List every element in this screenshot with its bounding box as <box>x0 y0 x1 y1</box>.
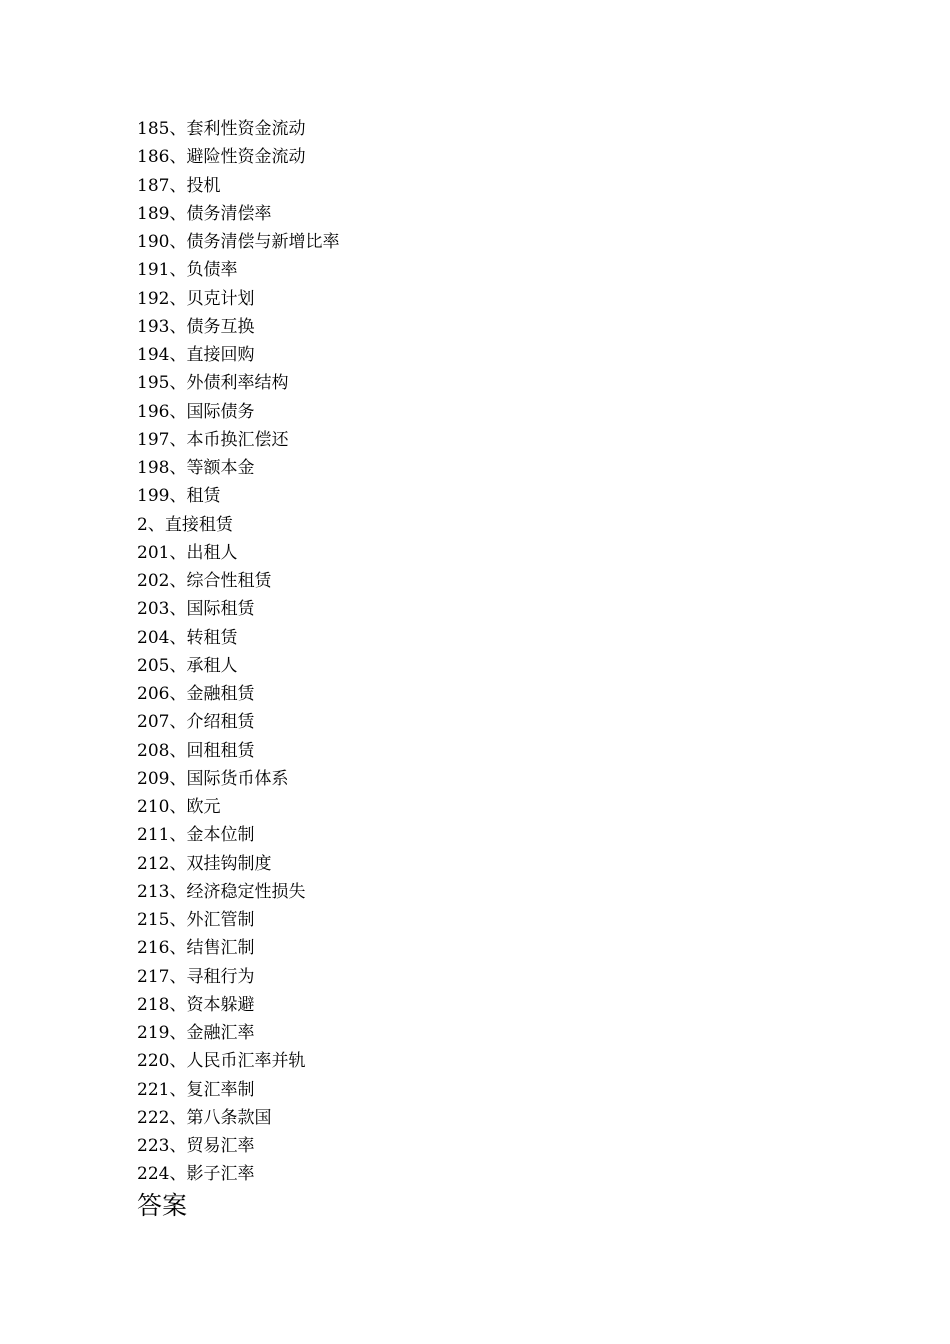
term-item: 223、贸易汇率 <box>137 1136 255 1156</box>
term-item: 189、债务清偿率 <box>137 203 272 224</box>
term-item: 201、出租人 <box>137 542 238 563</box>
term-item: 202、综合性租赁 <box>137 571 272 591</box>
term-item: 194、直接回购 <box>137 345 255 365</box>
term-item: 206、金融租赁 <box>137 684 255 704</box>
term-item: 216、结售汇制 <box>137 938 255 959</box>
term-item: 199、租赁 <box>137 486 221 507</box>
answer-heading: 答案 <box>137 1191 188 1220</box>
term-item: 208、回租租赁 <box>137 740 255 761</box>
term-item: 197、本币换汇偿还 <box>137 429 289 450</box>
term-item: 218、资本躲避 <box>137 994 255 1015</box>
term-item: 2、直接租赁 <box>137 514 233 535</box>
term-item: 196、国际债务 <box>137 401 255 422</box>
term-item: 220、人民币汇率并轨 <box>137 1051 306 1072</box>
term-item: 212、双挂钩制度 <box>137 853 272 874</box>
term-item: 198、等额本金 <box>137 458 255 478</box>
term-item: 190、债务清偿与新增比率 <box>137 232 340 252</box>
term-item: 219、金融汇率 <box>137 1023 255 1043</box>
term-list <box>137 115 339 1189</box>
term-item: 213、经济稳定性损失 <box>137 881 306 902</box>
term-item: 203、国际租赁 <box>137 599 255 620</box>
term-item: 204、转租赁 <box>137 627 238 648</box>
term-item: 210、欧元 <box>137 797 221 817</box>
term-item: 192、贝克计划 <box>137 288 255 309</box>
term-item: 215、外汇管制 <box>137 910 255 930</box>
term-item: 222、第八条款国 <box>137 1107 272 1128</box>
term-item: 217、寻租行为 <box>137 966 255 987</box>
term-item: 205、承租人 <box>137 655 238 676</box>
term-item: 209、国际货币体系 <box>137 768 289 789</box>
term-item: 207、介绍租赁 <box>137 712 255 733</box>
term-item: 224、影子汇率 <box>137 1164 255 1185</box>
term-item: 191、负债率 <box>137 260 238 281</box>
term-item: 187、投机 <box>137 175 221 196</box>
term-item: 193、债务互换 <box>137 316 255 337</box>
term-item: 185、套利性资金流动 <box>137 119 306 139</box>
term-item: 211、金本位制 <box>137 825 255 846</box>
term-item: 221、复汇率制 <box>137 1079 255 1100</box>
term-item: 195、外债利率结构 <box>137 373 289 394</box>
term-item: 186、避险性资金流动 <box>137 147 306 168</box>
